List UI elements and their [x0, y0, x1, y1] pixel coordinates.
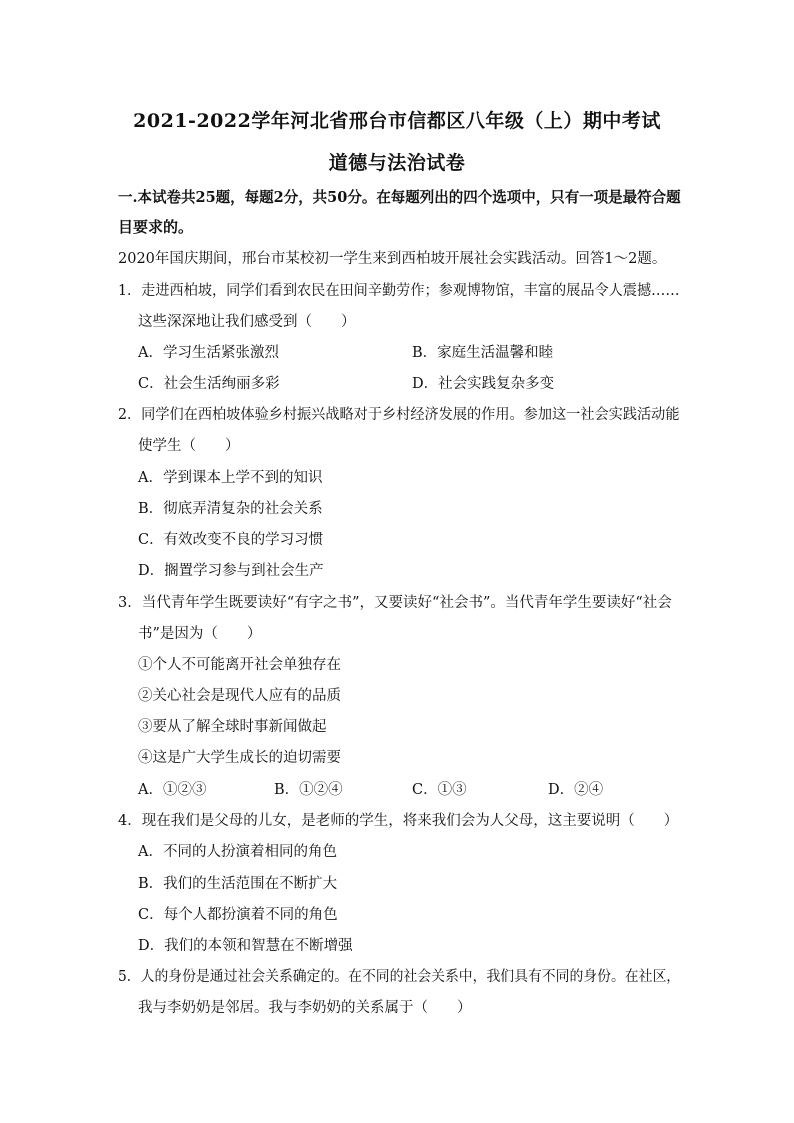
question-4-option-b: B．我们的生活范围在不断扩大 [138, 876, 338, 892]
question-3-statement-3: ③要从了解全球时事新闻做起 [138, 719, 327, 735]
section-instructions-line1: 一.本试卷共25题，每题2分，共50分。在每题列出的四个选项中，只有一项是最符合题 [118, 188, 681, 206]
question-5-stem-cont: 我与李奶奶是邻居。我与李奶奶的关系属于（ ） [138, 1000, 472, 1016]
question-1-option-d: D．社会实践复杂多变 [412, 376, 555, 392]
question-4-option-c: C．每个人都扮演着不同的角色 [138, 907, 338, 923]
question-5-stem: 5．人的身份是通过社会关系确定的。在不同的社会关系中，我们具有不同的身份。在社区， [118, 969, 681, 985]
question-1-option-b: B．家庭生活温馨和睦 [412, 345, 554, 361]
question-4-stem: 4．现在我们是父母的儿女，是老师的学生，将来我们会为人父母，这主要说明（ ） [118, 813, 679, 829]
question-3-option-d: D．②④ [548, 782, 604, 798]
question-3-statement-4: ④这是广大学生成长的迫切需要 [138, 750, 341, 766]
question-3-option-c: C．①③ [412, 782, 467, 798]
section-instructions-line2: 目要求的。 [118, 218, 194, 236]
question-2-stem-cont: 使学生（ ） [138, 438, 240, 454]
question-3-option-b: B．①②④ [274, 782, 343, 798]
passage-intro: 2020年国庆期间，邢台市某校初一学生来到西柏坡开展社会实践活动。回答1～2题。 [118, 251, 667, 267]
question-3-stem-cont: 书”是因为（ ） [138, 626, 262, 642]
question-4-option-d: D．我们的本领和智慧在不断增强 [138, 938, 353, 954]
question-3-statement-2: ②关心社会是现代人应有的品质 [138, 688, 341, 704]
question-1-stem: 1．走进西柏坡，同学们看到农民在田间辛勤劳作；参观博物馆，丰富的展品令人震撼…… [118, 283, 680, 299]
exam-subtitle: 道德与法治试卷 [328, 152, 466, 174]
question-1-option-a: A．学习生活紧张激烈 [138, 345, 279, 361]
question-4-option-a: A．不同的人扮演着相同的角色 [138, 844, 337, 860]
question-3-statement-1: ①个人不可能离开社会单独存在 [138, 657, 341, 673]
question-2-option-a: A．学到课本上学不到的知识 [138, 470, 323, 486]
question-3-option-a: A．①②③ [138, 782, 207, 798]
question-2-option-c: C．有效改变不良的学习习惯 [138, 532, 324, 548]
question-2-option-d: D．搁置学习参与到社会生产 [138, 563, 324, 579]
question-1-stem-cont: 这些深深地让我们感受到（ ） [138, 314, 356, 330]
question-1-option-c: C．社会生活绚丽多彩 [138, 376, 280, 392]
exam-title: 2021-2022学年河北省邢台市信都区八年级（上）期中考试 [133, 110, 661, 132]
question-3-stem: 3．当代青年学生既要读好“有字之书”，又要读好“社会书”。当代青年学生要读好“社会 [118, 595, 672, 611]
question-2-option-b: B．彻底弄清复杂的社会关系 [138, 501, 323, 517]
question-2-stem: 2．同学们在西柏坡体验乡村振兴战略对于乡村经济发展的作用。参加这一社会实践活动能 [118, 407, 680, 423]
